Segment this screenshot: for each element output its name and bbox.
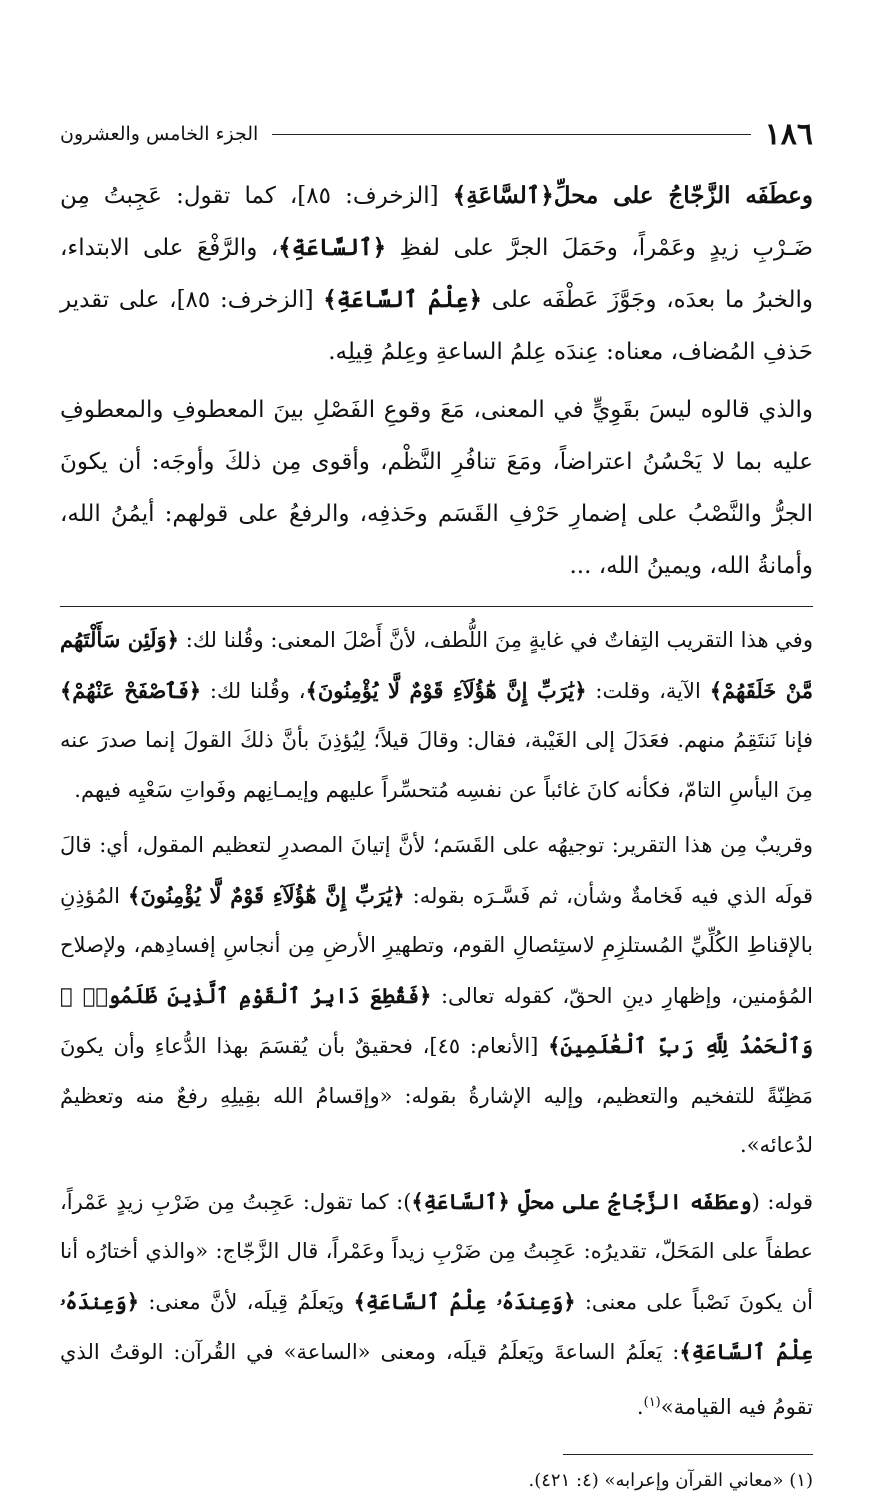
main-paragraph-1 xyxy=(60,170,813,378)
quran-quote: ﴿وَعِندَهُۥ عِلْمُ ٱلسَّاعَةِ﴾ xyxy=(60,1288,813,1364)
text-run: الآية، وقلت: xyxy=(586,678,710,703)
header-rule xyxy=(272,134,750,135)
text-run: ويَعلَمُ قِيلَه، لأنَّ معنى: xyxy=(139,1289,354,1314)
page xyxy=(60,112,813,1497)
text-run: فإنا نَنتَقِمُ منهم. فعَدَلَ إلى الغَيْبة، فقال: وقالَ قيلاً؛ لِيُؤذِنَ بأنَّ ذلكَ القولَ إنما صدرَ عنه مِنَ اليأسِ التامّ، فكأنه كانَ غائباً عن نفسِه مُتحسِّراً عليهم وإيمـانِهم وفَواتِ سَعْيِه فيهم. xyxy=(60,728,813,802)
footnote-rule xyxy=(563,1454,813,1455)
quran-quote: ﴿فَٱصْفَحْ عَنْهُمْ﴾ xyxy=(60,677,202,703)
footnote: (١) «معاني القرآن وإعرابه» (٤: ٤٢١). xyxy=(528,1470,813,1491)
text-run: قوله: ( xyxy=(751,1189,813,1214)
quran-quote: ﴿يَٰرَبِّ إِنَّ هَٰٓؤُلَآءِ قَوْمٌ لَّا يُؤْمِنُونَ﴾ xyxy=(128,882,405,908)
quran-quote: ﴿وَعِندَهُۥ عِلْمُ ٱلسَّاعَةِ﴾ xyxy=(353,1288,576,1314)
commentary-paragraph-1 xyxy=(60,615,813,815)
commentary-paragraph-2 xyxy=(60,821,813,1171)
text-run: [الزخرف: ٨٥]، كما تقول: عَجِبتُ مِن ضَـرْبِ زيدٍ وعَمْراً، وحَمَلَ الجرَّ على لفظِ xyxy=(60,183,813,261)
quran-quote: ﴿فَقُطِعَ دَابِرُ ٱلْقَوْمِ ٱلَّذِينَ ظَلَمُوا۟ ۚ وَٱلْحَمْدُ لِلَّهِ رَبِّ ٱلْعَٰلَمِينَ﴾ xyxy=(60,982,813,1058)
main-paragraph-2: والذي قالوه ليسَ بقَوِيٍّ في المعنى، مَعَ وقوعِ الفَصْلِ بينَ المعطوفِ والمعطوفِ عليه بما لا يَحْسُنُ اعتراضاً، ومَعَ تنافُرِ النَّظْم، وأقوى مِن ذلكَ وأوجَه: أن يكونَ الجرُّ والنَّصْبُ على إضمارِ حَرْفِ القَسَم وحَذفِه، والرفعُ على قولهم: أيمُنُ الله، وأمانةُ الله، ويمينُ الله، ... xyxy=(60,397,813,579)
text-run: : يَعلَمُ الساعةَ ويَعلَمُ قيلَه، ومعنى «الساعة» في القُرآن: الوقتُ الذي تقومُ فيه القيامة» xyxy=(60,1340,813,1419)
lemma-bold: وعطَفَه الزَّجّاجُ على محلِّ xyxy=(553,182,813,209)
running-header xyxy=(60,112,813,156)
page-number: ١٨٦ xyxy=(764,116,813,152)
text-run: ، وقُلنا لك: xyxy=(201,678,306,703)
quran-quote: ﴿ٱلسَّاعَةِ﴾ xyxy=(452,182,554,209)
quran-quote: ﴿ٱلسَّاعَةِ﴾ xyxy=(278,234,387,261)
text-run: وقريبٌ مِن هذا التقرير: توجيهُه على القَسَم؛ لأنَّ إتيانَ المصدرِ لتعظيم المقول، أي: قالَ قولَه الذي فيه فَخامةٌ وشأن، ثم فَسَّـرَه بقوله: xyxy=(60,833,813,908)
text-run: ، والرَّفْعَ على الابتداء، والخبرُ ما بعدَه، وجَوَّزَ عَطْفَه على xyxy=(60,235,814,313)
quran-quote: ﴿ٱلسَّاعَةِ﴾ xyxy=(411,1188,510,1214)
lemma-bold: وعطَفَه الزَّجّاجُ على محلِّ xyxy=(509,1188,752,1214)
text-run: [الزخرف: ٨٥]، على تقدير حَذفِ المُضاف، معناه: عِندَه عِلمُ الساعةِ وعِلمُ قِيلِه. xyxy=(60,287,813,365)
text-run: . xyxy=(636,1394,644,1419)
quran-quote: ﴿يَٰرَبِّ إِنَّ هَٰٓؤُلَآءِ قَوْمٌ لَّا يُؤْمِنُونَ﴾ xyxy=(305,677,587,703)
quran-quote: ﴿وَلَئِن سَأَلْتَهُم مَّنْ خَلَقَهُمْ﴾ xyxy=(60,627,814,703)
text-run: وفي هذا التقريب التِفاتٌ في غايةٍ مِنَ اللُّطف، لأنَّ أَصْلَ المعنى: وقُلنا لك: xyxy=(178,628,813,652)
quran-quote: ﴿عِلْمُ ٱلسَّاعَةِ﴾ xyxy=(323,286,482,313)
header-title: الجزء الخامس والعشرون xyxy=(60,123,259,145)
main-divider xyxy=(60,606,813,607)
commentary-paragraph-3 xyxy=(60,1177,813,1433)
text-run: المُؤذِنِ بالإقناطِ الكُلِّيِّ المُستلزِمِ لاستِئصالِ القوم، وتطهيرِ الأرضِ مِن أنجاسِ إفسادِهم، ولإصلاح المُؤمنين، وإظهارِ دينِ الحقّ، كقوله تعالى: xyxy=(60,883,813,1008)
footnote-marker[interactable]: (١) xyxy=(643,1394,661,1410)
text-run: ): كما تقول: عَجِبتُ مِن ضَرْبِ زيدٍ عَمْراً، عطفاً على المَحَلّ، تقديرُه: عَجِبتُ مِن ضَرْبِ زيداً وعَمْراً، قال الزَّجّاج: «والذي أختارُه أنا أن يكونَ نَصْباً على معنى: xyxy=(60,1189,814,1314)
text-run: [الأنعام: ٤٥]، فحقيقٌ بأن يُقسَمَ بهذا الدُّعاءِ وأن يكونَ مَظِنّةً للتفخيم والتعظيم، وإليه الإشارةُ بقوله: «وإقسامُ الله بقِيلِهِ رفعٌ منه وتعظيمٌ لدُعائه». xyxy=(60,1034,813,1157)
